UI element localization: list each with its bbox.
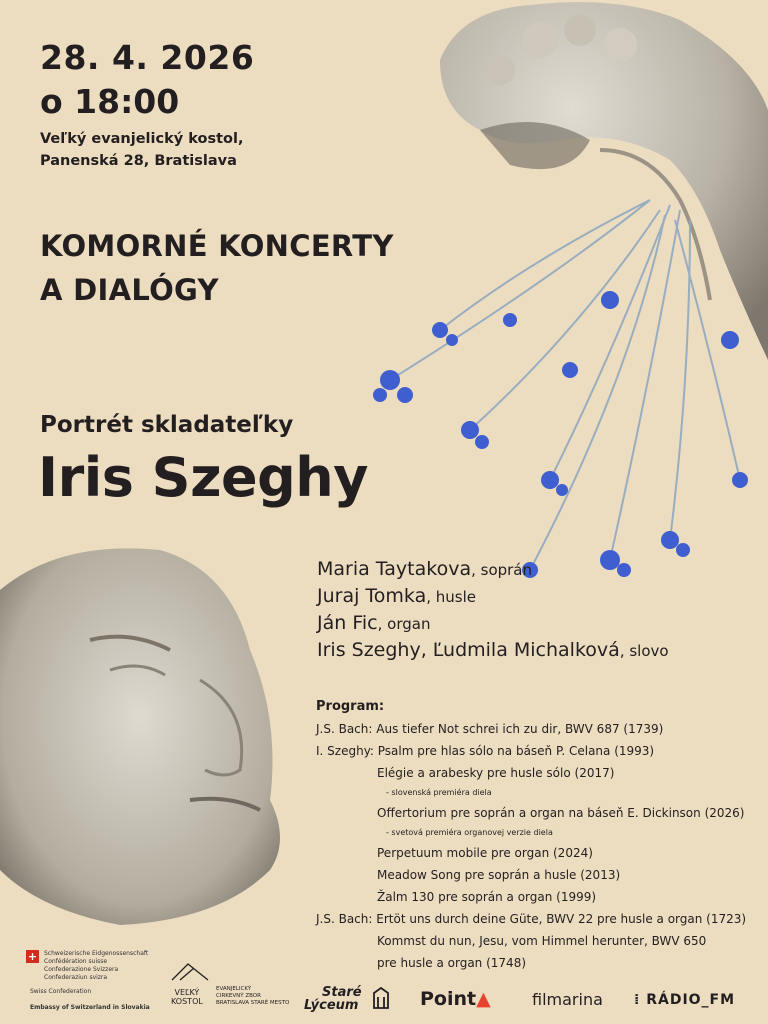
series-title-line-2: A DIALÓGY [40, 273, 219, 307]
performer-name: Juraj Tomka [317, 585, 427, 607]
lyceum-line-2: Lýceum [304, 998, 359, 1013]
program-work: Kommst du nun, Jesu, vom Himmel herunter, BWV 650 [377, 934, 707, 948]
swiss-line-1: Schweizerische Eidgenossenschaft [44, 950, 149, 957]
venue-line-1: Veľký evanjelický kostol, [40, 131, 244, 147]
performer-role: , organ [377, 615, 431, 633]
swiss-embassy-label: Embassy of Switzerland in Slovakia [30, 1004, 150, 1011]
performer-item [317, 583, 669, 610]
radio-fm-label: RÁDIO_FM [646, 992, 736, 1008]
swiss-line-2: Confédération suisse [44, 958, 108, 965]
series-title [40, 224, 394, 312]
performer-item [317, 637, 669, 664]
program-item [316, 842, 746, 864]
zbor-line-1: EVANJELICKÝ [216, 986, 252, 992]
performer-item [317, 556, 669, 583]
event-time: o 18:00 [40, 82, 180, 121]
portrait-subtitle: Portrét skladateľky [40, 412, 294, 438]
program-composer [316, 802, 377, 824]
program-work: Aus tiefer Not schrei ich zu dir, BWV 687 (1739) [376, 722, 664, 736]
zbor-line-2: CIRKEVNÝ ZBOR [216, 993, 261, 999]
program-item [316, 762, 746, 784]
program-composer [316, 930, 377, 952]
program-work: Meadow Song pre soprán a husle (2013) [377, 868, 621, 882]
series-title-line-1: KOMORNÉ KONCERTY [40, 229, 394, 263]
event-date: 28. 4. 2026 [40, 38, 255, 77]
program-work: - slovenská premiéra diela [386, 788, 492, 797]
program-composer: J.S. Bach: [316, 912, 377, 926]
program-work: Elégie a arabesky pre husle sólo (2017) [377, 766, 615, 780]
radio-fm-dots-icon: ⁞ [634, 992, 647, 1008]
program-work: Perpetuum mobile pre organ (2024) [377, 846, 593, 860]
zbor-line-3: BRATISLAVA STARÉ MESTO [216, 1000, 290, 1006]
performer-role: , slovo [619, 642, 669, 660]
program-composer [316, 864, 377, 886]
program-heading: Program: [316, 699, 385, 714]
program-item [316, 740, 746, 762]
program-work: Psalm pre hlas sólo na báseň P. Celana (1993) [377, 744, 655, 758]
program-composer [316, 886, 377, 908]
performers-list [317, 556, 669, 664]
lyceum-line-1: Staré [322, 985, 362, 1000]
stare-lyceum-logo [304, 986, 362, 1012]
swiss-embassy-logo [44, 950, 148, 982]
point-label: Point [420, 988, 477, 1010]
filmarina-logo: filmarina [532, 990, 603, 1009]
point-mark-icon: ▲ [476, 988, 491, 1010]
velky-kostol-logo [171, 988, 203, 1006]
kostol-name-2: KOSTOL [171, 997, 203, 1006]
program-composer: I. Szeghy: [316, 744, 378, 758]
swiss-confederation-label: Swiss Confederation [30, 988, 92, 995]
program-list [316, 718, 746, 974]
performer-name: Ján Fic [317, 612, 378, 634]
radio-fm-logo [634, 992, 735, 1008]
performer-role: , soprán [471, 561, 533, 579]
composer-name: Iris Szeghy [38, 446, 368, 509]
swiss-line-3: Confederazione Svizzera [44, 966, 119, 973]
program-composer [316, 762, 377, 784]
program-item [316, 908, 746, 930]
performer-name: Maria Taytakova [317, 558, 472, 580]
program-work: pre husle a organ (1748) [377, 956, 527, 970]
velky-kostol-icon [170, 960, 210, 984]
program-composer: J.S. Bach: [316, 722, 377, 736]
program-work: Žalm 130 pre soprán a organ (1999) [377, 890, 597, 904]
program-item [316, 930, 746, 952]
program-item [316, 864, 746, 886]
flowers-image [350, 180, 768, 590]
event-venue [40, 128, 243, 172]
lyceum-building-icon [372, 987, 390, 1009]
program-work: Ertöt uns durch deine Güte, BWV 22 pre husle a organ (1723) [376, 912, 747, 926]
performer-item [317, 610, 669, 637]
program-note [316, 784, 746, 802]
program-note [316, 824, 746, 842]
program-composer [316, 952, 377, 974]
performer-name: Iris Szeghy, Ľudmila Michalková [317, 639, 620, 661]
performer-role: , husle [426, 588, 477, 606]
program-item [316, 952, 746, 974]
program-item [316, 886, 746, 908]
venue-line-2: Panenská 28, Bratislava [40, 153, 237, 169]
kostol-name-1: VEĽKÝ [174, 988, 200, 997]
program-section [316, 696, 746, 974]
swiss-line-4: Confederaziun svizra [44, 974, 108, 981]
program-composer [316, 842, 377, 864]
program-work: Offertorium pre soprán a organ na báseň E. Dickinson (2026) [377, 806, 745, 820]
program-item [316, 802, 746, 824]
program-work: - svetová premiéra organovej verzie diela [386, 828, 553, 837]
swiss-flag-icon: + [27, 950, 38, 963]
point-logo [420, 988, 491, 1010]
sculpture-face-image [0, 540, 320, 930]
evanjelicky-zbor-logo [216, 986, 289, 1007]
program-item [316, 718, 746, 740]
